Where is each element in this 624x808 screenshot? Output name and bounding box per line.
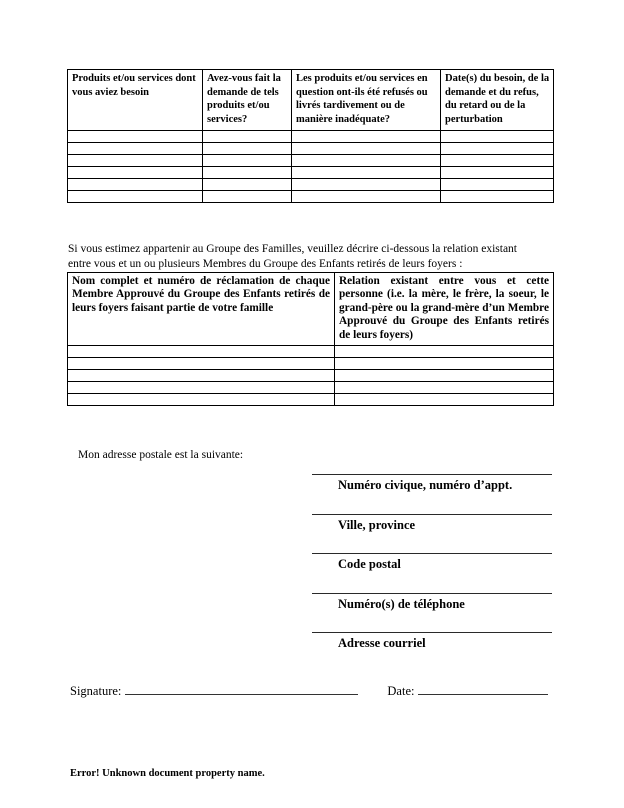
empty-cell[interactable] (203, 155, 292, 167)
products-table-body (68, 131, 554, 203)
address-field (312, 474, 552, 514)
empty-cell[interactable] (441, 131, 554, 143)
empty-cell[interactable] (203, 143, 292, 155)
empty-cell[interactable] (441, 143, 554, 155)
table-row (68, 382, 554, 394)
column-header-member-name-claim: Nom complet et numéro de réclamation de chaque Membre Approuvé du Groupe des Enfants retirés de leurs foyers faisant partie de votre famille (68, 273, 335, 346)
empty-cell[interactable] (335, 370, 554, 382)
products-table-header-row (68, 70, 554, 131)
table-row (68, 370, 554, 382)
empty-cell[interactable] (68, 179, 203, 191)
empty-cell[interactable] (203, 167, 292, 179)
column-header-dates: Date(s) du besoin, de la demande et du refus, du retard ou de la perturbation (441, 70, 554, 131)
empty-cell[interactable] (292, 143, 441, 155)
products-services-table (67, 69, 554, 203)
date-line[interactable] (418, 681, 548, 695)
empty-cell[interactable] (441, 191, 554, 203)
address-fields (312, 474, 552, 672)
empty-cell[interactable] (68, 394, 335, 406)
column-header-products-needed: Produits et/ou services dont vous aviez besoin (68, 70, 203, 131)
table-row (68, 143, 554, 155)
empty-cell[interactable] (68, 155, 203, 167)
empty-cell[interactable] (68, 143, 203, 155)
address-field-label: Numéro civique, numéro d’appt. (338, 478, 513, 492)
signature-line[interactable] (125, 681, 358, 695)
instructions-line-1: Si vous estimez appartenir au Groupe des Familles, veuillez décrire ci-dessous la relation existant (68, 242, 517, 255)
address-field-label: Adresse courriel (338, 636, 426, 651)
address-field (312, 632, 552, 672)
column-header-requested: Avez-vous fait la demande de tels produits et/ou services? (203, 70, 292, 131)
empty-cell[interactable] (68, 167, 203, 179)
address-field-label: Code postal (338, 557, 401, 572)
table-row (68, 346, 554, 358)
signature-row (70, 681, 554, 699)
family-members-table (67, 272, 554, 406)
family-table-header-row (68, 273, 554, 346)
address-field-label: Ville, province (338, 517, 416, 532)
address-field (312, 553, 552, 593)
table-row (68, 179, 554, 191)
table-row (68, 394, 554, 406)
empty-cell[interactable] (292, 191, 441, 203)
empty-cell[interactable] (441, 155, 554, 167)
empty-cell[interactable] (68, 191, 203, 203)
table-row (68, 131, 554, 143)
empty-cell[interactable] (203, 179, 292, 191)
instructions-line-2: entre vous et un ou plusieurs Membres du Groupe des Enfants retirés de leurs foyers : (68, 258, 463, 270)
empty-cell[interactable] (292, 167, 441, 179)
column-header-relationship: Relation existant entre vous et cette personne (i.e. la mère, le frère, la soeur, le grand-père ou la grand-mère d’un Membre Approuvé du Groupe des Enfants retirés de leurs foyers) (335, 273, 554, 346)
family-table-body (68, 346, 554, 406)
address-field (312, 514, 552, 554)
address-field-label: Numéro(s) de téléphone (338, 596, 465, 611)
postal-address-intro: Mon adresse postale est la suivante: (78, 449, 244, 461)
empty-cell[interactable] (203, 131, 292, 143)
signature-label: Signature: (70, 684, 122, 698)
table-row (68, 358, 554, 370)
date-label: Date: (387, 684, 415, 698)
error-property-text: Error! Unknown document property name. (70, 768, 265, 779)
families-group-instructions (68, 242, 563, 273)
empty-cell[interactable] (441, 179, 554, 191)
empty-cell[interactable] (203, 191, 292, 203)
empty-cell[interactable] (292, 155, 441, 167)
column-header-refused-late: Les produits et/ou services en question ont-ils été refusés ou livrés tardivement ou de manière inadéquate? (292, 70, 441, 131)
empty-cell[interactable] (68, 382, 335, 394)
empty-cell[interactable] (335, 358, 554, 370)
empty-cell[interactable] (68, 346, 335, 358)
empty-cell[interactable] (335, 394, 554, 406)
table-row (68, 191, 554, 203)
empty-cell[interactable] (335, 382, 554, 394)
empty-cell[interactable] (68, 131, 203, 143)
empty-cell[interactable] (68, 358, 335, 370)
empty-cell[interactable] (292, 131, 441, 143)
table-row (68, 155, 554, 167)
empty-cell[interactable] (292, 179, 441, 191)
address-field (312, 593, 552, 633)
empty-cell[interactable] (335, 346, 554, 358)
empty-cell[interactable] (68, 370, 335, 382)
table-row (68, 167, 554, 179)
empty-cell[interactable] (441, 167, 554, 179)
